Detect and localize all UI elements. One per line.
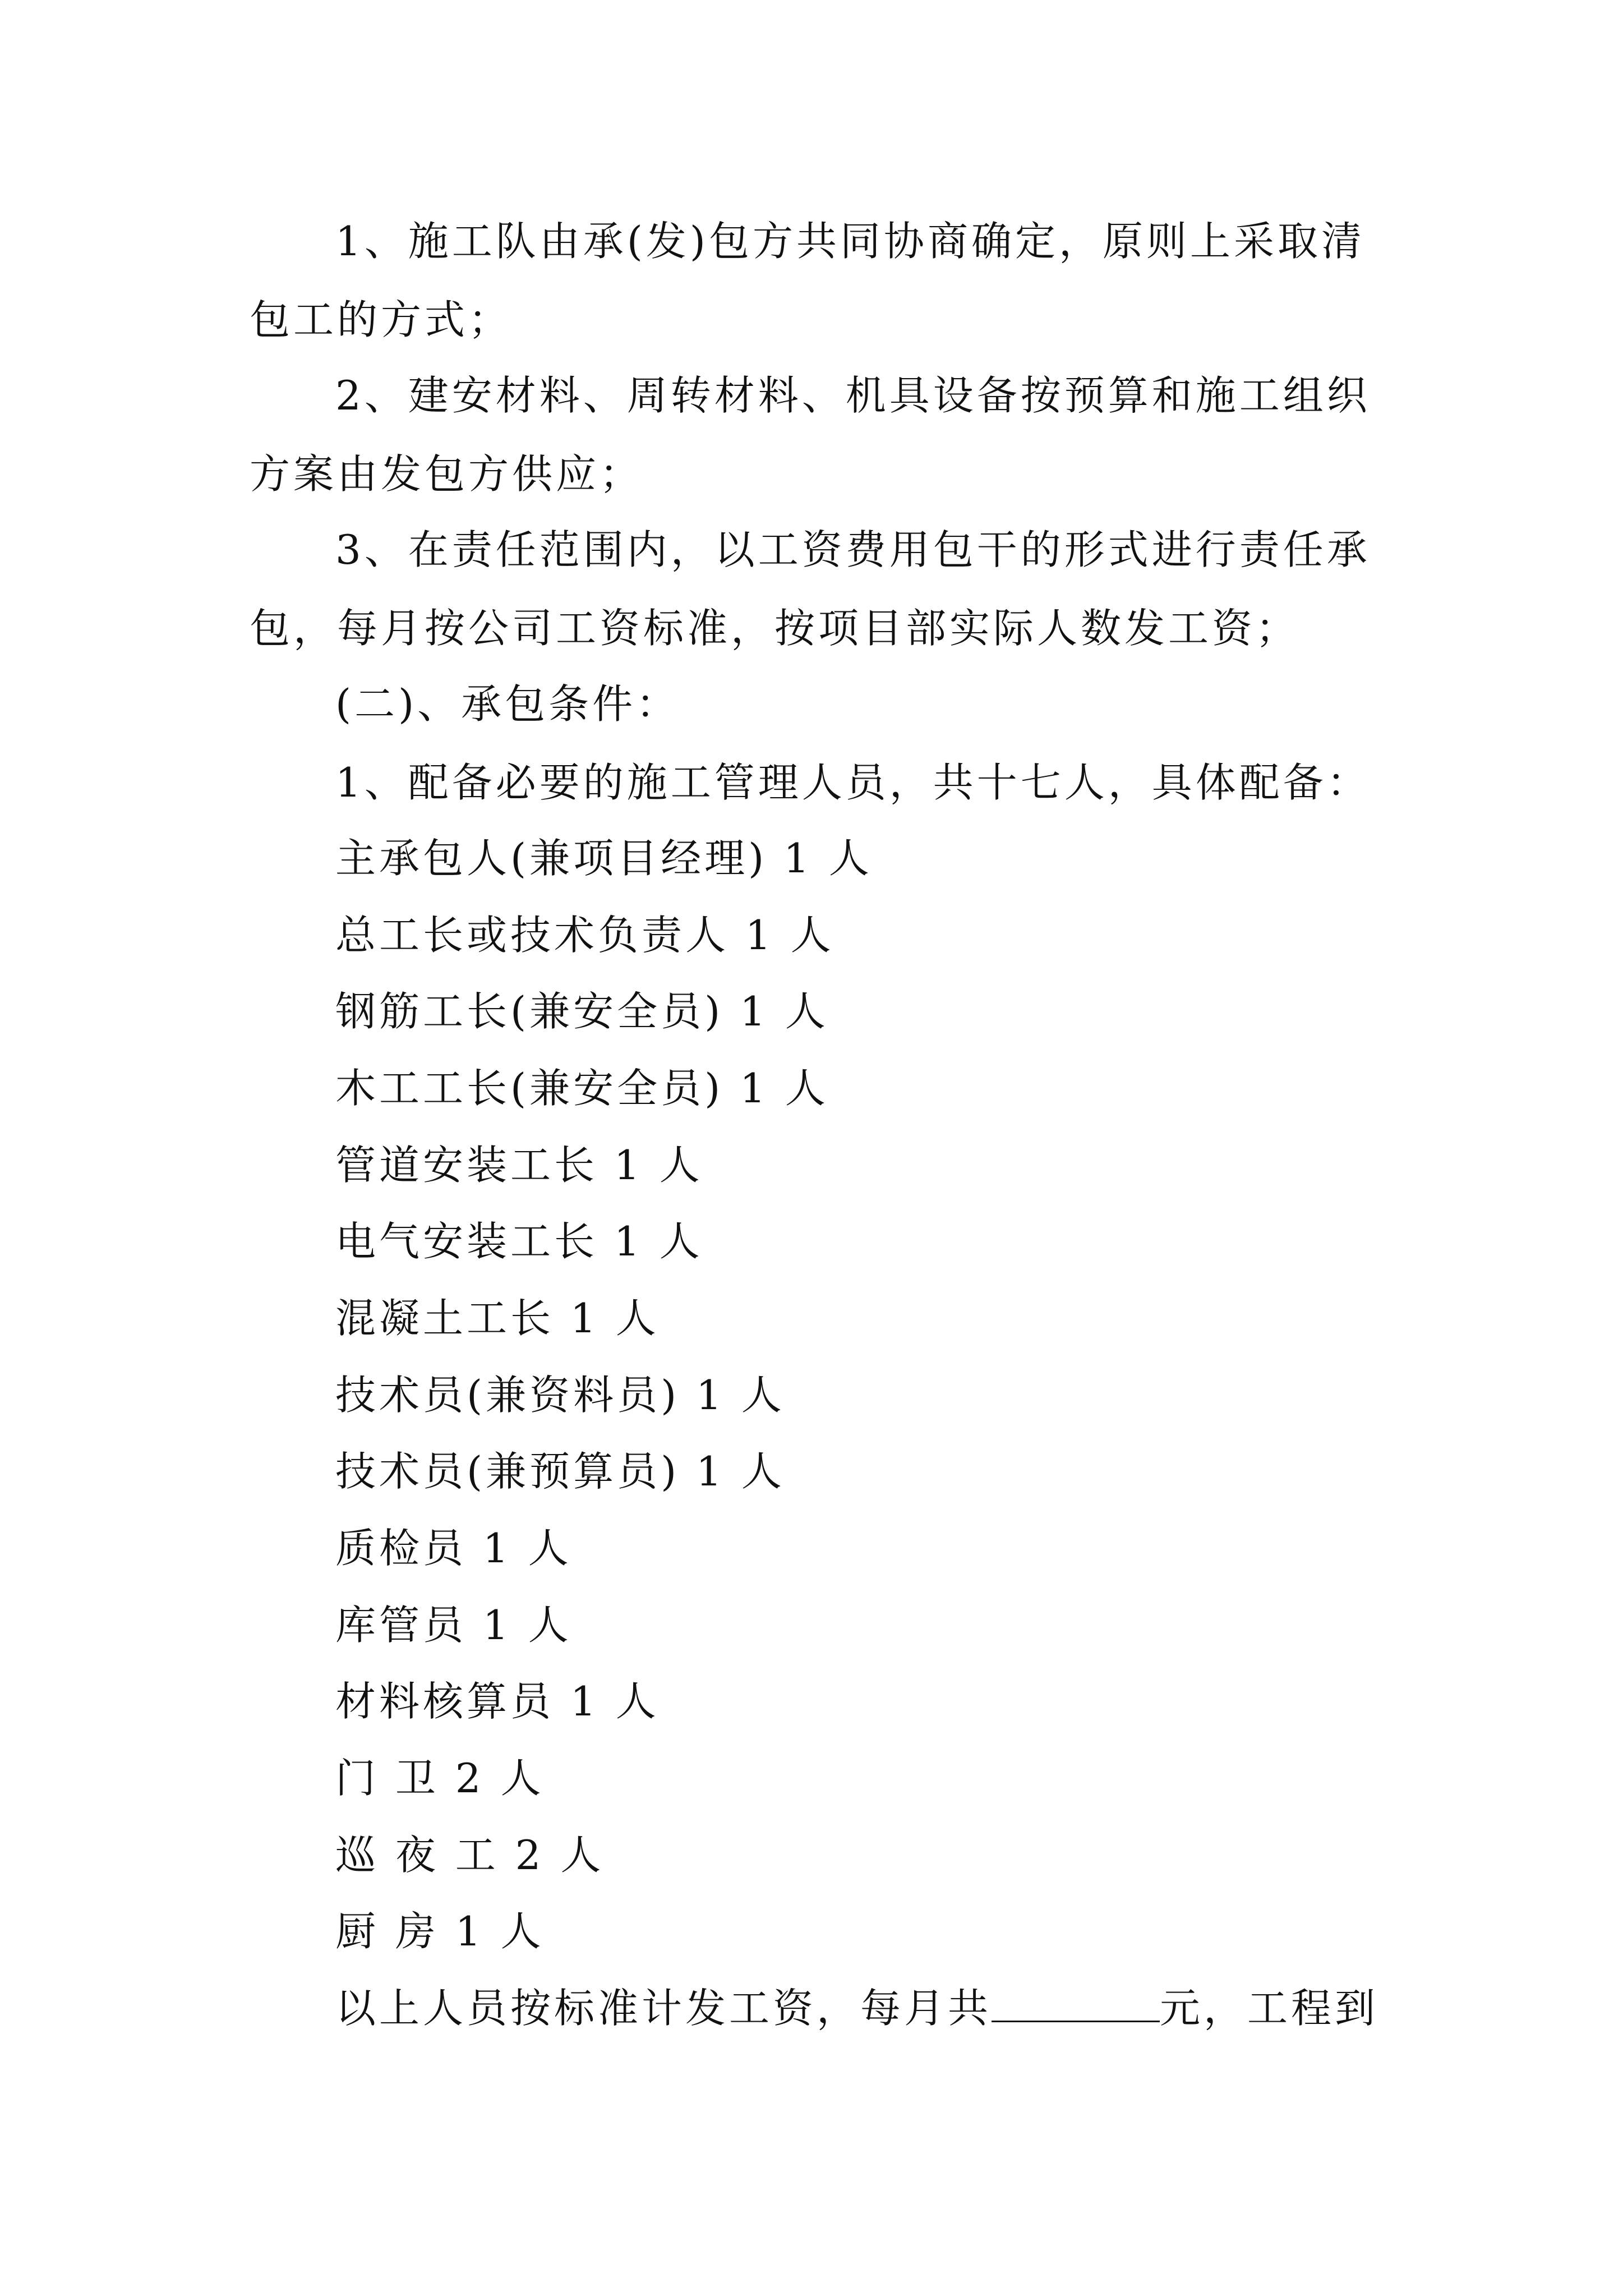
staff-item: 钢筋工长(兼安全员) 1 人 [335, 988, 829, 1035]
staff-item: 库管员 1 人 [335, 1602, 572, 1649]
paragraph-line: 方案由发包方供应； [250, 450, 644, 498]
paragraph-line: 包工的方式； [250, 296, 513, 343]
salary-text-before: 以上人员按标准计发工资，每月共 [335, 1985, 992, 2032]
paragraph-line: 3、在责任范围内，以工资费用包干的形式进行责任承 [335, 526, 1371, 573]
amount-blank [992, 1984, 1160, 2022]
staff-item: 总工长或技术负责人 1 人 [335, 912, 834, 959]
staff-item: 主承包人(兼项目经理) 1 人 [335, 835, 873, 882]
paragraph-line: 1、配备必要的施工管理人员，共十七人，具体配备： [335, 759, 1371, 806]
staff-item: 技术员(兼资料员) 1 人 [335, 1372, 785, 1419]
paragraph-line: 1、施工队由承(发)包方共同协商确定，原则上采取清 [335, 218, 1365, 265]
staff-item: 质检员 1 人 [335, 1525, 572, 1572]
staff-item: 电气安装工长 1 人 [335, 1218, 703, 1265]
salary-text-after: 元，工程到 [1160, 1985, 1379, 2032]
paragraph-line: 包，每月按公司工资标准，按项目部实际人数发工资； [250, 605, 1300, 652]
staff-item: 管道安装工长 1 人 [335, 1142, 703, 1189]
staff-item: 门 卫 2 人 [335, 1755, 545, 1802]
section-heading: (二)、承包条件： [335, 680, 680, 728]
staff-item: 技术员(兼预算员) 1 人 [335, 1448, 785, 1495]
staff-item: 厨 房 1 人 [335, 1908, 545, 1955]
staff-item: 木工工长(兼安全员) 1 人 [335, 1065, 829, 1112]
staff-item: 混凝土工长 1 人 [335, 1295, 660, 1342]
staff-item: 材料核算员 1 人 [335, 1678, 660, 1725]
paragraph-line: 2、建安材料、周转材料、机具设备按预算和施工组织 [335, 372, 1371, 419]
salary-line [335, 1980, 1502, 2036]
staff-item: 巡 夜 工 2 人 [335, 1832, 605, 1879]
